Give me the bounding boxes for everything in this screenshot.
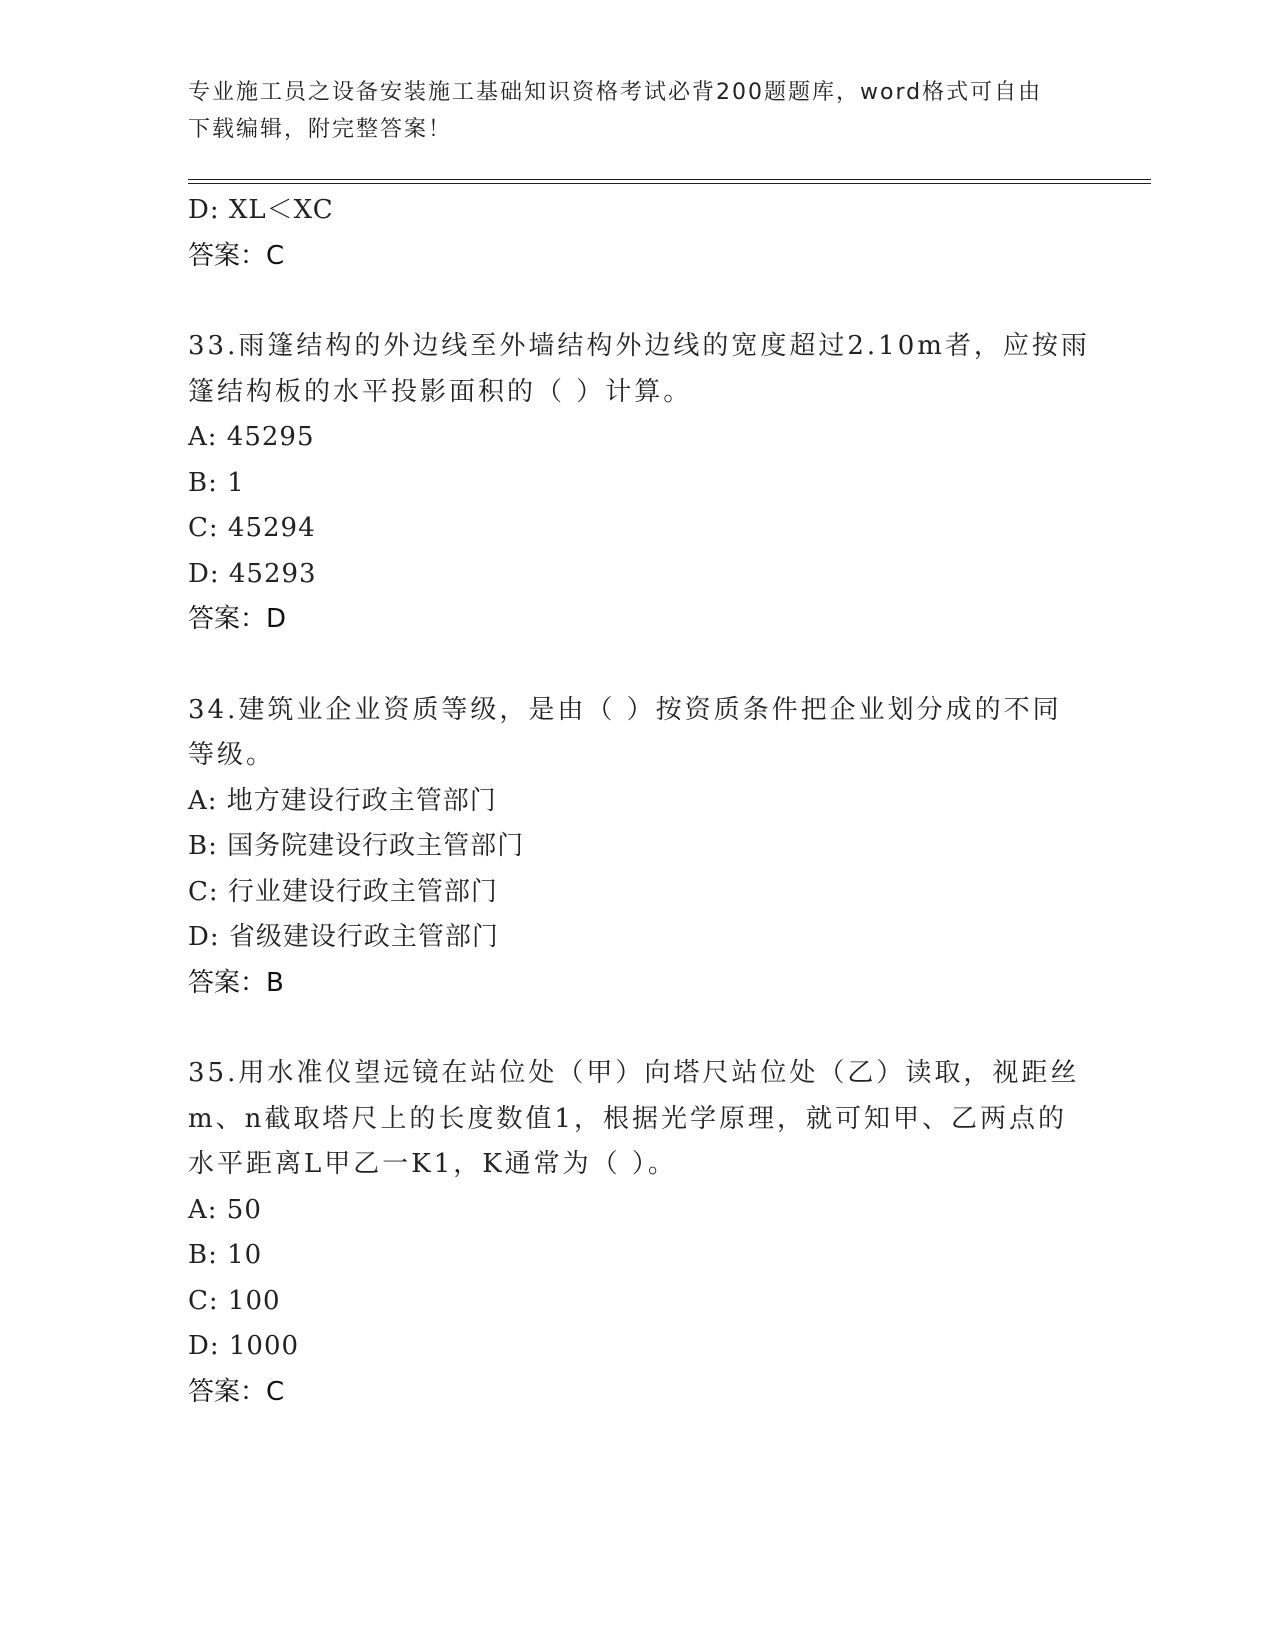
- option-c: C: 100: [188, 1285, 281, 1316]
- option-a: A: 50: [188, 1194, 262, 1225]
- question-text-line: m、n截取塔尺上的长度数值1，根据光学原理，就可知甲、乙两点的: [188, 1103, 1067, 1134]
- question-33: [188, 324, 1088, 415]
- question-text-line: 水平距离L甲乙一K1，K通常为（ ）。: [188, 1149, 677, 1179]
- answer: 答案：C: [188, 1376, 285, 1407]
- spacer: [188, 643, 1088, 688]
- header-divider-bottom: [188, 183, 1151, 184]
- option-d: D: 省级建设行政主管部门: [188, 922, 499, 952]
- option-c: C: 45294: [188, 513, 316, 543]
- option-c: C: 行业建设行政主管部门: [188, 876, 498, 907]
- prev-option-d: D: XL＜XC: [188, 195, 334, 225]
- question-35: [188, 1051, 1088, 1188]
- answer: 答案：B: [188, 967, 284, 998]
- option-b: B: 10: [188, 1240, 263, 1270]
- question-text-line: 34.建筑业企业资质等级，是由（ ）按资质条件把企业划分成的不同: [188, 694, 1062, 725]
- answer: 答案：D: [188, 604, 287, 634]
- document-header: [188, 74, 1068, 148]
- question-34: [188, 688, 1088, 779]
- header-divider-top: [188, 179, 1151, 180]
- prev-answer: 答案：C: [188, 240, 285, 271]
- question-text-line: 等级。: [188, 740, 276, 770]
- option-b: B: 国务院建设行政主管部门: [188, 831, 525, 861]
- spacer: [188, 279, 1088, 324]
- option-b: B: 1: [188, 467, 245, 498]
- header-line-2: 下载编辑，附完整答案！: [188, 117, 453, 142]
- option-d: D: 1000: [188, 1331, 300, 1361]
- option-d: D: 45293: [188, 558, 317, 589]
- question-text-line: 篷结构板的水平投影面积的（ ）计算。: [188, 376, 693, 407]
- spacer: [188, 1006, 1088, 1051]
- question-text-line: 33.雨篷结构的外边线至外墙结构外边线的宽度超过2.10m者，应按雨: [188, 331, 1090, 361]
- option-a: A: 45295: [188, 422, 315, 452]
- document-body: [188, 188, 1088, 1415]
- question-text-line: 35.用水准仪望远镜在站位处（甲）向塔尺站位处（乙）读取，视距丝: [188, 1058, 1080, 1088]
- option-a: A: 地方建设行政主管部门: [188, 785, 497, 816]
- header-line-1: 专业施工员之设备安装施工基础知识资格考试必背200题题库，word格式可自由: [188, 80, 1043, 105]
